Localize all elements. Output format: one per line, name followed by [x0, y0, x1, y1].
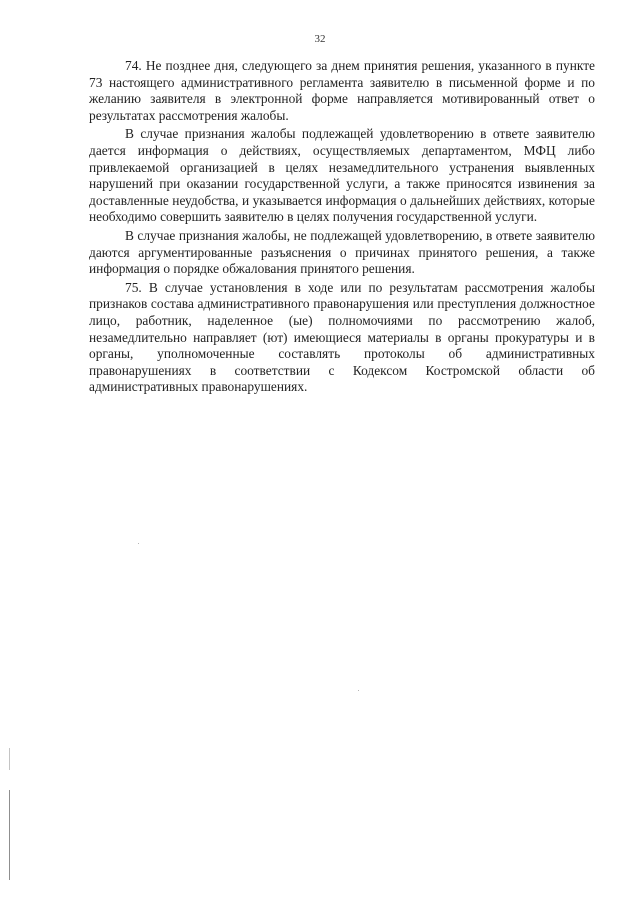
scan-margin-mark: [9, 790, 10, 880]
paragraph-complaint-satisfied: В случае признания жалобы подлежащей удовлетворению в ответе заявителю дается информация о действиях, осуществляемых департаментом, МФЦ либо привлекаемой организацией в целях незамедлительного устранения выявленных нарушений при оказании государственной услуги, а также приносятся извинения за доставленные неудобства, и указывается информация о дальнейших действиях, которые необходимо совершить заявителю в целях получения государственной услуги.: [89, 126, 595, 225]
scan-margin-mark: [9, 748, 10, 770]
paragraph-complaint-rejected: В случае признания жалобы, не подлежащей удовлетворению, в ответе заявителю даются аргументированные разъяснения о причинах принятого решения, а также информация о порядке обжалования принятого решения.: [89, 227, 595, 277]
paragraph-75: 75. В случае установления в ходе или по результатам рассмотрения жалобы признаков состава административного правонарушения или преступления должностное лицо, работник, наделенное (ые) полномочиями по рассмотрению жалоб, незамедлительно направляет (ют) имеющиеся материалы в органы прокуратуры и в органы, уполномоченные составлять протоколы об административных правонарушениях в соответствии с Кодексом Костромской области об административных правонарушениях.: [89, 279, 595, 395]
document-body: [89, 58, 595, 398]
scan-speck: [358, 690, 359, 691]
scan-speck: [138, 543, 139, 544]
page-number: 32: [314, 33, 326, 45]
paragraph-74: 74. Не позднее дня, следующего за днем принятия решения, указанного в пункте 73 настоящего административного регламента заявителю в письменной форме и по желанию заявителя в электронной форме направляется мотивированный ответ о результатах рассмотрения жалобы.: [89, 58, 595, 123]
